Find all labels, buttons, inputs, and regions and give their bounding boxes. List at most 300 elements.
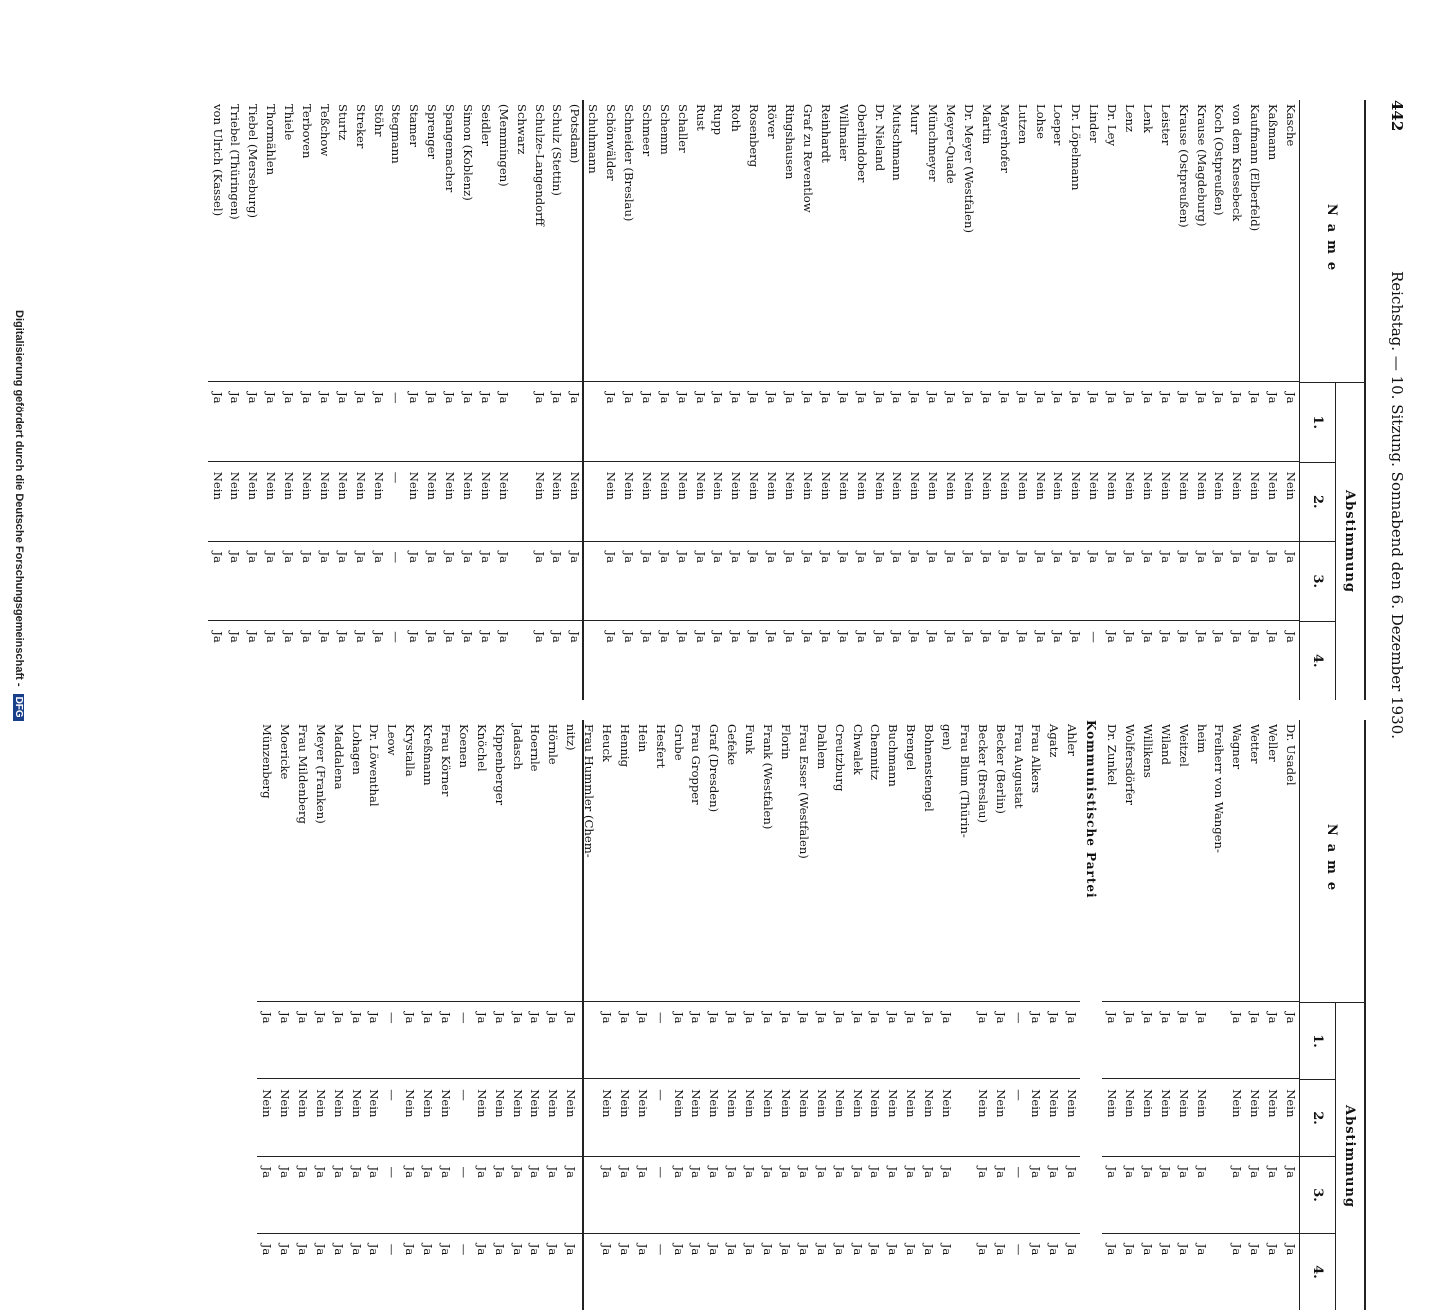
member-name: Frau Augustat — [1009, 720, 1027, 1002]
vote-4-cell: Ja — [257, 1233, 275, 1310]
vote-2-cell: Nein — [1120, 1078, 1138, 1155]
table-row — [919, 720, 937, 1310]
vote-1-cell: Ja — [868, 1012, 883, 1024]
vote-1-cell: Ja — [975, 1012, 990, 1024]
vote-3-cell: Ja — [1245, 541, 1263, 621]
vote-2-cell: Nein — [1031, 461, 1049, 541]
vote-2-cell: Nein — [404, 461, 422, 541]
vote-2-cell: Nein — [780, 461, 798, 541]
vote-2-cell: Nein — [776, 1078, 794, 1155]
vote-4-cell: Ja — [311, 1233, 329, 1310]
member-name: Krause (Ostpreußen) — [1174, 100, 1192, 382]
member-name: von Ulrich (Kassel) — [208, 100, 226, 382]
vote-2-cell: Nein — [1192, 1078, 1210, 1155]
vote-2-cell: Nein — [1281, 1078, 1299, 1155]
vote-3-cell: Ja — [490, 1156, 508, 1233]
vote-3-cell: Ja — [691, 541, 709, 621]
vote-1-cell: Ja — [478, 392, 493, 404]
table-row — [798, 100, 816, 700]
vote-4-cell: Ja — [848, 1233, 866, 1310]
table-row — [1210, 100, 1228, 700]
vote-4-cell: Ja — [852, 620, 870, 700]
vote-col-1: 1. — [1310, 415, 1325, 430]
vote-2-cell: Nein — [1066, 461, 1084, 541]
vote-1-cell: Ja — [550, 392, 565, 404]
vote-2-cell: Nein — [1281, 461, 1299, 541]
vote-2-cell: Nein — [1210, 461, 1228, 541]
vote-1-cell: Ja — [1176, 1012, 1191, 1024]
table-row — [243, 100, 261, 700]
vote-1-cell: Ja — [1284, 1012, 1298, 1024]
vote-2-cell: Nein — [315, 461, 333, 541]
member-name: Chwalek — [848, 720, 866, 1002]
vote-4-cell: Ja — [727, 620, 745, 700]
table-row — [744, 100, 762, 700]
vote-3-cell: Ja — [1192, 1156, 1210, 1233]
vote-4-cell: Ja — [1245, 1233, 1263, 1310]
table-row — [722, 720, 740, 1310]
vote-1-cell: Ja — [872, 392, 887, 404]
vote-3-cell: Ja — [655, 541, 673, 621]
table-row — [901, 720, 919, 1310]
vote-4-cell: Ja — [1013, 620, 1031, 700]
member-name: Reinhardt — [816, 100, 834, 382]
member-name: Stamer — [404, 100, 422, 382]
vote-3-cell: Ja — [905, 541, 923, 621]
vote-3-cell: Ja — [1138, 1156, 1156, 1233]
vote-1-cell: Ja — [635, 1012, 650, 1024]
vote-3-cell: Ja — [561, 1156, 579, 1233]
vote-3-cell: Ja — [1031, 541, 1049, 621]
member-name: gen) — [937, 720, 955, 1002]
table-row — [637, 100, 655, 700]
member-name: Röver — [762, 100, 780, 382]
table-row — [1263, 100, 1281, 700]
vote-4-cell: Ja — [615, 1233, 633, 1310]
vote-4-cell: Ja — [1156, 1233, 1174, 1310]
vote-4-cell: Ja — [744, 620, 762, 700]
vote-2-cell: Nein — [959, 461, 977, 541]
vote-3-cell: Ja — [400, 1156, 418, 1233]
vote-4-cell: — — [651, 1233, 669, 1310]
vote-2-cell: Nein — [1174, 1078, 1192, 1155]
vote-3-cell: Ja — [297, 541, 315, 621]
vote-1-cell: Ja — [1051, 392, 1066, 404]
vote-1-cell: Ja — [1194, 392, 1209, 404]
vote-1-cell: Ja — [778, 1012, 793, 1024]
vote-3-cell: Ja — [311, 1156, 329, 1233]
member-name: Wetter — [1245, 720, 1263, 1002]
vote-1-cell: Ja — [568, 392, 583, 404]
table-row — [436, 720, 454, 1310]
vote-1-cell: Ja — [278, 1012, 293, 1024]
vote-3-cell: Ja — [669, 1156, 687, 1233]
vote-2-cell: Nein — [279, 461, 297, 541]
member-name: Schönwälder — [601, 100, 619, 382]
vote-2-cell: Nein — [883, 1078, 901, 1155]
vote-3-cell: Ja — [243, 541, 261, 621]
member-name: Frau Mildenberg — [293, 720, 311, 1002]
vote-2-cell: Nein — [669, 1078, 687, 1155]
vote-4-cell: Ja — [279, 620, 297, 700]
member-name: Grube — [669, 720, 687, 1002]
vote-1-cell: Ja — [832, 1012, 847, 1024]
table-row — [669, 720, 687, 1310]
vote-3-cell: Ja — [923, 541, 941, 621]
vote-4-cell: Ja — [601, 620, 619, 700]
vote-4-cell: Ja — [812, 1233, 830, 1310]
table-row — [311, 720, 329, 1310]
member-name: Seidler — [476, 100, 494, 382]
member-name: Creutzburg — [830, 720, 848, 1002]
vote-4-cell: — — [382, 1233, 400, 1310]
vote-2-cell: Nein — [977, 461, 995, 541]
table-row — [275, 720, 293, 1310]
vote-1-cell: Ja — [564, 1012, 579, 1024]
vote-2-cell: Nein — [1192, 461, 1210, 541]
vote-3-cell: Ja — [1102, 541, 1120, 621]
member-name: Knöchel — [472, 720, 490, 1002]
vote-2-cell: Nein — [243, 461, 261, 541]
vote-1-cell: Ja — [729, 392, 744, 404]
vote-3-cell: Ja — [1120, 541, 1138, 621]
vote-2-cell: — — [382, 1078, 400, 1155]
vote-4-cell: Ja — [1138, 620, 1156, 700]
table-row — [347, 720, 365, 1310]
vote-4-cell: Ja — [1156, 620, 1174, 700]
vote-3-cell: Ja — [440, 541, 458, 621]
vote-4-cell: Ja — [347, 1233, 365, 1310]
vote-4-cell: Ja — [329, 1233, 347, 1310]
vote-4-cell: Ja — [1031, 620, 1049, 700]
table-row — [866, 720, 884, 1310]
vote-3-cell — [1210, 1156, 1228, 1233]
table-row — [995, 100, 1013, 700]
table-row — [261, 100, 279, 700]
vote-4-cell: Ja — [1227, 1233, 1245, 1310]
vote-1-cell: Ja — [210, 392, 225, 404]
vote-3-cell: Ja — [404, 541, 422, 621]
vote-4-cell: Ja — [1192, 620, 1210, 700]
table-row — [1013, 100, 1031, 700]
table-row — [687, 720, 705, 1310]
vote-3-cell: — — [651, 1156, 669, 1233]
table-row — [1102, 100, 1120, 700]
member-name: Wagner — [1227, 720, 1245, 1002]
vote-4-cell: Ja — [919, 1233, 937, 1310]
vote-2-cell: Nein — [1156, 461, 1174, 541]
vote-1-cell: Ja — [1212, 392, 1227, 404]
dfg-credit — [5, 310, 25, 1290]
vote-col-4: 4. — [1300, 1233, 1335, 1310]
table-row — [848, 720, 866, 1310]
vote-2-cell: Nein — [615, 1078, 633, 1155]
vote-2-cell — [579, 1078, 597, 1155]
vote-2-cell: Nein — [830, 1078, 848, 1155]
vote-2-cell: Nein — [722, 1078, 740, 1155]
vote-3-cell: Ja — [1263, 541, 1281, 621]
vote-3-cell: Ja — [830, 1156, 848, 1233]
table-row — [1084, 100, 1102, 700]
vote-3-cell: Ja — [1174, 1156, 1192, 1233]
member-name: Heuck — [597, 720, 615, 1002]
vote-1-cell: Ja — [761, 1012, 776, 1024]
vote-2-cell: Nein — [311, 1078, 329, 1155]
vote-3-cell: — — [1009, 1156, 1027, 1233]
table-row — [1245, 720, 1263, 1310]
table-row — [794, 720, 812, 1310]
member-name: Hörnle — [543, 720, 561, 1002]
vote-1-cell: — — [389, 392, 404, 404]
vote-2-cell: Nein — [870, 461, 888, 541]
vote-4-cell: Ja — [1210, 620, 1228, 700]
table-row — [705, 720, 723, 1310]
vote-4-cell: Ja — [780, 620, 798, 700]
vote-4-cell: Ja — [365, 1233, 383, 1310]
member-name: Leister — [1156, 100, 1174, 382]
vote-3-cell: Ja — [1120, 1156, 1138, 1233]
member-name: Schuhmann — [583, 100, 601, 382]
member-name: Kreßmann — [418, 720, 436, 1002]
table-row — [561, 720, 579, 1310]
member-name: Sturtz — [333, 100, 351, 382]
vote-2-cell: Nein — [709, 461, 727, 541]
table-row — [208, 100, 226, 700]
vote-4-cell: Ja — [655, 620, 673, 700]
vote-4-cell: — — [454, 1233, 472, 1310]
member-name: Frau Gropper — [687, 720, 705, 1002]
table-row — [476, 100, 494, 700]
vote-2-cell: Nein — [991, 1078, 1009, 1155]
vote-1-cell: Ja — [1065, 1012, 1080, 1024]
vote-1-cell: Ja — [1015, 392, 1030, 404]
table-row — [526, 720, 544, 1310]
name-column-header: Name — [1300, 720, 1364, 1003]
vote-4-cell: Ja — [798, 620, 816, 700]
vote-2-cell: Nein — [297, 461, 315, 541]
table-row — [633, 720, 651, 1310]
document-page — [180, 100, 1410, 1279]
vote-3-cell: Ja — [436, 1156, 454, 1233]
member-name: nitz) — [561, 720, 579, 1002]
table-row — [955, 720, 973, 1310]
vote-2-cell — [1210, 1078, 1228, 1155]
vote-1-cell: Ja — [961, 392, 976, 404]
vote-4-cell: Ja — [977, 620, 995, 700]
vote-3-cell: Ja — [458, 541, 476, 621]
member-name: Meyer-Quade — [941, 100, 959, 382]
vote-4-cell — [955, 1233, 973, 1310]
page-number: 442 — [1388, 100, 1406, 132]
member-name: Ringshausen — [780, 100, 798, 382]
vote-4-cell: Ja — [333, 620, 351, 700]
vote-1-cell: Ja — [407, 392, 422, 404]
member-name: Rosenberg — [744, 100, 762, 382]
vote-1-cell: Ja — [939, 1012, 954, 1024]
vote-3-cell: Ja — [812, 1156, 830, 1233]
vote-2-cell: Nein — [1263, 1078, 1281, 1155]
vote-3-cell: Ja — [758, 1156, 776, 1233]
vote-2-cell: Nein — [995, 461, 1013, 541]
vote-2-cell: Nein — [1263, 461, 1281, 541]
vote-4-cell: Ja — [1263, 1233, 1281, 1310]
vote-2-cell: Nein — [329, 1078, 347, 1155]
member-name: Schulz (Stettin) — [548, 100, 566, 382]
vote-2-cell: Nein — [530, 461, 548, 541]
vote-1-cell: Ja — [546, 1012, 561, 1024]
table-row — [977, 100, 995, 700]
vote-2-cell: Nein — [458, 461, 476, 541]
vote-3-cell: Ja — [1027, 1156, 1045, 1233]
table-row — [1245, 100, 1263, 700]
vote-4-cell: Ja — [1281, 1233, 1299, 1310]
vote-3-cell: Ja — [508, 1156, 526, 1233]
vote-4-cell: Ja — [1174, 620, 1192, 700]
table-row — [1044, 720, 1062, 1310]
vote-1-cell: Ja — [604, 392, 619, 404]
vote-1-cell: Ja — [313, 1012, 328, 1024]
vote-3-cell: Ja — [687, 1156, 705, 1233]
vote-4-cell: Ja — [1066, 620, 1084, 700]
vote-3-cell: Ja — [959, 541, 977, 621]
member-name: Moericke — [275, 720, 293, 1002]
table-row — [673, 100, 691, 700]
table-row — [651, 720, 669, 1310]
vote-3-cell: Ja — [1263, 1156, 1281, 1233]
vote-3-cell: Ja — [762, 541, 780, 621]
vote-3-cell: Ja — [1281, 541, 1299, 621]
vote-1-cell: Ja — [260, 1012, 275, 1024]
table-row — [543, 720, 561, 1310]
member-name: Krystalla — [400, 720, 418, 1002]
vote-2-cell: Nein — [941, 461, 959, 541]
table-row — [512, 100, 530, 700]
vote-4-cell: — — [387, 620, 405, 700]
vote-3-cell: — — [387, 541, 405, 621]
vote-2-cell: Nein — [561, 1078, 579, 1155]
member-name: Hesfert — [651, 720, 669, 1002]
vote-4-cell: Ja — [404, 620, 422, 700]
table-row — [691, 100, 709, 700]
table-row — [709, 100, 727, 700]
vote-2-cell: Nein — [440, 461, 458, 541]
table-row — [583, 100, 601, 700]
vote-1-cell: Ja — [1230, 392, 1245, 404]
table-row — [937, 720, 955, 1310]
table-row — [905, 100, 923, 700]
member-name: Koenen — [454, 720, 472, 1002]
table-row — [279, 100, 297, 700]
table-row — [1174, 720, 1192, 1310]
table-row — [508, 720, 526, 1310]
vote-1-cell: Ja — [425, 392, 440, 404]
vote-1-cell: Ja — [743, 1012, 758, 1024]
vote-2-cell: Nein — [848, 1078, 866, 1155]
vote-4-cell: Ja — [1281, 620, 1299, 700]
table-row — [1227, 100, 1245, 700]
left-rows — [208, 100, 1299, 700]
table-row — [1031, 100, 1049, 700]
member-name: Willikens — [1138, 720, 1156, 1002]
vote-1-cell: Ja — [693, 392, 708, 404]
vote-1-cell: Ja — [854, 392, 869, 404]
member-name: Maddalena — [329, 720, 347, 1002]
vote-4-cell: Ja — [866, 1233, 884, 1310]
member-name: Freiherr von Wangen- — [1210, 720, 1228, 1002]
table-row — [1138, 720, 1156, 1310]
vote-4-cell: Ja — [494, 620, 512, 700]
vote-4-cell: Ja — [293, 1233, 311, 1310]
vote-1-cell: Ja — [671, 1012, 686, 1024]
member-name: Dr. Zunkel — [1102, 720, 1120, 1002]
vote-3-cell: Ja — [1102, 1156, 1120, 1233]
vote-4-cell: Ja — [740, 1233, 758, 1310]
vote-2-cell: Nein — [691, 461, 709, 541]
vote-3-cell: Ja — [919, 1156, 937, 1233]
vote-1-cell: Ja — [1158, 392, 1173, 404]
vote-3-cell: Ja — [208, 541, 226, 621]
table-row — [597, 720, 615, 1310]
vote-2-cell: Nein — [905, 461, 923, 541]
vote-4-cell: Ja — [436, 1233, 454, 1310]
vote-2-cell: Nein — [673, 461, 691, 541]
vote-1-cell: Ja — [492, 1012, 507, 1024]
vote-2-cell: Nein — [633, 1078, 651, 1155]
member-name: Spangemacher — [440, 100, 458, 382]
table-row — [740, 720, 758, 1310]
table-row — [883, 720, 901, 1310]
vote-1-cell: — — [1011, 1012, 1026, 1024]
vote-2-cell: Nein — [548, 461, 566, 541]
vote-3-cell: Ja — [565, 541, 583, 621]
vote-4-cell: Ja — [561, 1233, 579, 1310]
table-row — [941, 100, 959, 700]
member-name: Dr. Löwenthal — [365, 720, 383, 1002]
member-name: Buchmann — [883, 720, 901, 1002]
member-name: Weitzel — [1174, 720, 1192, 1002]
vote-1-cell: Ja — [367, 1012, 382, 1024]
vote-1-cell — [583, 382, 601, 461]
member-name: Streker — [351, 100, 369, 382]
table-row — [830, 720, 848, 1310]
member-name: Funk — [740, 720, 758, 1002]
vote-1-cell: Ja — [600, 1012, 615, 1024]
table-row — [1066, 100, 1084, 700]
table-row — [293, 720, 311, 1310]
vote-1-cell: Ja — [353, 392, 368, 404]
vote-2-cell: Nein — [261, 461, 279, 541]
member-name: Mayerhofer — [995, 100, 1013, 382]
party-heading: Kommunistische Partei — [1084, 720, 1099, 899]
table-row — [387, 100, 405, 700]
vote-3-cell: Ja — [1049, 541, 1067, 621]
table-row — [351, 100, 369, 700]
vote-4-cell — [583, 620, 601, 700]
credit-text: Digitalisierung gefördert durch die Deutsche Forschungsgemeinschaft - — [13, 310, 25, 687]
member-name: Brengel — [901, 720, 919, 1002]
vote-1-cell: Ja — [295, 1012, 310, 1024]
vote-4-cell: Ja — [226, 620, 244, 700]
vote-2-cell: Nein — [400, 1078, 418, 1155]
vote-2-cell: Nein — [418, 1078, 436, 1155]
vote-1-cell: Ja — [689, 1012, 704, 1024]
vote-1-cell: Ja — [796, 1012, 811, 1024]
member-name: Rupp — [709, 100, 727, 382]
table-header — [1299, 100, 1364, 700]
vote-1-cell: Ja — [783, 392, 798, 404]
vote-4-cell: Ja — [1138, 1233, 1156, 1310]
vote-1-cell: Ja — [1087, 392, 1102, 404]
